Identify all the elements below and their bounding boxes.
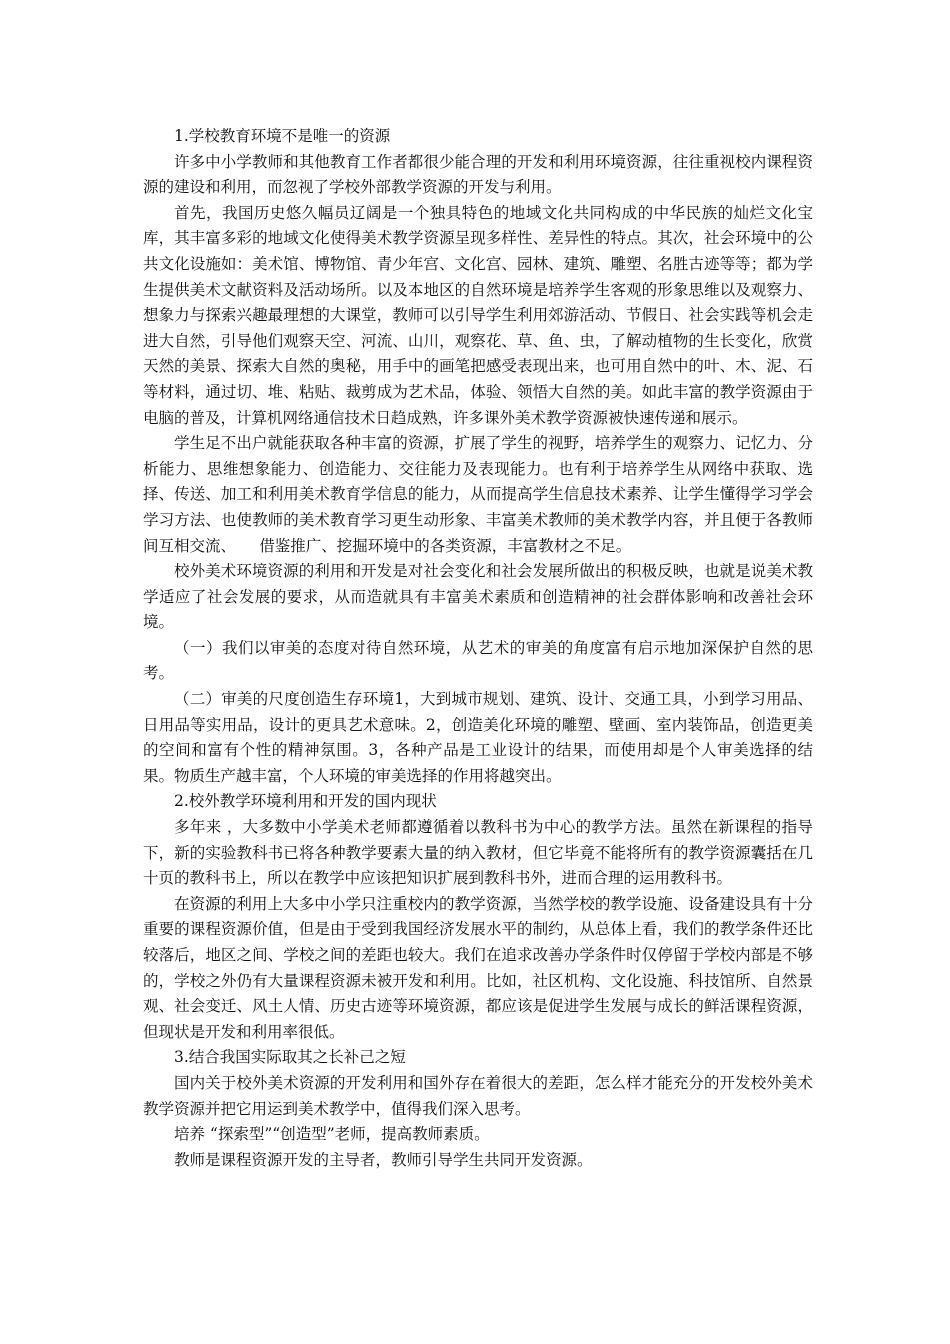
paragraph: 校外美术环境资源的利用和开发是对社会变化和社会发展所做出的积极反映，也就是说美术教学适应了社会发展的要求，从而造就具有丰富美术素质和创造精神的社会群体影响和改善社会环境。 bbox=[143, 562, 813, 632]
section-heading-1: 1.学校教育环境不是唯一的资源 bbox=[174, 127, 391, 145]
paragraph: 在资源的利用上大多中小学只注重校内的教学资源，当然学校的教学设施、设备建设具有十分重要的课程资源价值，但是由于受到我国经济发展水平的制约，从总体上看，我们的教学条件还比较落后，地区之间、学校之间的差距也较大。我们在追求改善办学条件时仅停留于学校内部是不够的，学校之外仍有大量课程资源未被开发和利用。比如，社区机构、文化设施、科技馆所、自然景观、社会变迁、风土人情、历史古迹等环境资源，都应该是促进学生发展与成长的鲜活课程资源，但现状是开发和利用率很低。 bbox=[143, 894, 813, 1041]
paragraph: 国内关于校外美术资源的开发利用和国外存在着很大的差距，怎么样才能充分的开发校外美术教学资源并把它用运到美术教学中，值得我们深入思考。 bbox=[143, 1073, 813, 1118]
paragraph: （二）审美的尺度创造生存环境1，大到城市规划、建筑、设计、交通工具，小到学习用品、日用品等实用品，设计的更具艺术意味。2，创造美化环境的雕塑、壁画、室内装饰品，创造更美的空间和富有个性的精神氛围。3，各种产品是工业设计的结果，而使用却是个人审美选择的结果。物质生产越丰富，个人环境的审美选择的作用将越突出。 bbox=[143, 690, 813, 785]
paragraph: 许多中小学教师和其他教育工作者都很少能合理的开发和利用环境资源，往往重视校内课程资源的建设和利用，而忽视了学校外部教学资源的开发与利用。 bbox=[143, 152, 813, 197]
paragraph: 学生足不出户就能获取各种丰富的资源，扩展了学生的视野，培养学生的观察力、记忆力、分析能力、思维想象能力、创造能力、交往能力及表现能力。也有利于培养学生从网络中获取、选择、传送、加工和利用美术教育学信息的能力，从而提高学生信息技术素养、让学生懂得学习学会学习方法、也使教师的美术教育学习更生动形象、丰富美术教师的美术教学内容，并且便于各教师间互相交流、 借鉴推广、挖掘环境中的各类资源，丰富教材之不足。 bbox=[143, 434, 813, 555]
section-heading-3: 3.结合我国实际取其之长补己之短 bbox=[174, 1048, 406, 1067]
paragraph: （一）我们以审美的态度对待自然环境，从艺术的审美的角度富有启示地加深保护自然的思考。 bbox=[143, 638, 813, 683]
paragraph: 培养 “探索型”“创造型”老师，提高教师素质。 bbox=[174, 1125, 490, 1144]
paragraph: 多年来 ，大多数中小学美术老师都遵循着以教科书为中心的教学方法。虽然在新课程的指导下，新的实验教科书已将各种教学要素大量的纳入教材，但它毕竟不能将所有的教学资源囊括在几十页的教科书上，所以在教学中应该把知识扩展到教科书外，进而合理的运用教科书。 bbox=[143, 818, 813, 888]
paragraph: 首先，我国历史悠久幅员辽阔是一个独具特色的地域文化共同构成的中华民族的灿烂文化宝库，其丰富多彩的地域文化使得美术教学资源呈现多样性、差异性的特点。其次，社会环境中的公共文化设施如：美术馆、博物馆、青少年宫、文化宫、园林、建筑、雕塑、名胜古迹等等；都为学生提供美术文献资料及活动场所。以及本地区的自然环境是培养学生客观的形象思维以及观察力、想象力与探索兴趣最理想的大课堂，教师可以引导学生利用郊游活动、节假日、社会实践等机会走进大自然，引导他们观察天空、河流、山川，观察花、草、鱼、虫，了解动植物的生长变化，欣赏天然的美景、探索大自然的奥秘，用手中的画笔把感受表现出来，也可用自然中的叶、木、泥、石等材料，通过切、堆、粘贴、裁剪成为艺术品，体验、领悟大自然的美。如此丰富的教学资源由于电脑的普及，计算机网络通信技术日趋成熟，许多课外美术教学资源被快速传递和展示。 bbox=[143, 203, 813, 427]
document-body bbox=[143, 124, 813, 1173]
section-heading-2: 2.校外教学环境利用和开发的国内现状 bbox=[174, 792, 437, 811]
paragraph: 教师是课程资源开发的主导者，教师引导学生共同开发资源。 bbox=[174, 1150, 593, 1169]
